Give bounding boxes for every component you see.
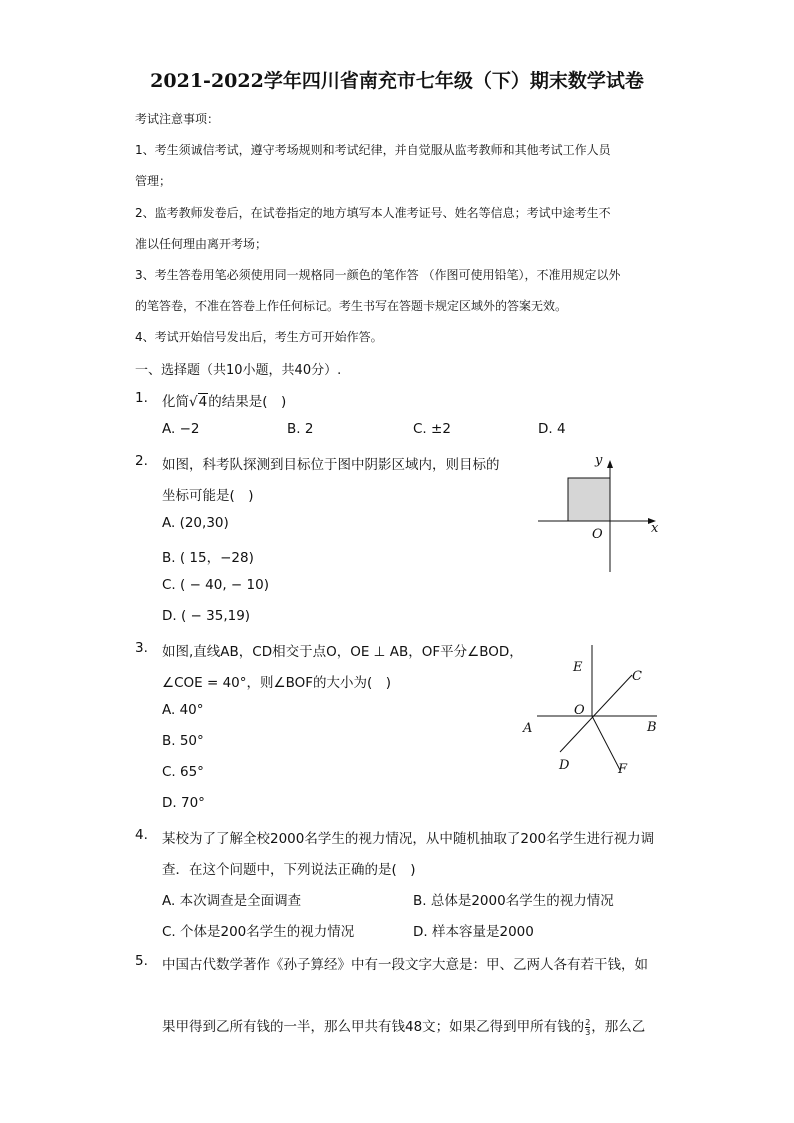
notice-heading: 考试注意事项： xyxy=(135,112,220,126)
q5-number: 5. xyxy=(135,953,148,969)
q5-fraction xyxy=(585,1018,590,1037)
ray-of xyxy=(592,716,620,770)
q4-option-a: A. 本次调查是全面调查 xyxy=(162,893,302,909)
notice-line: 2、监考教师发卷后，在试卷指定的地方填写本人准考证号、姓名等信息；考试中途考生不 xyxy=(135,206,611,220)
q4-option-c: C. 个体是200名学生的视力情况 xyxy=(162,924,355,940)
fraction-denominator: 3 xyxy=(585,1027,591,1037)
q2-stem-line1: 如图，科考队探测到目标位于图中阴影区域内，则目标的 xyxy=(162,457,500,473)
y-axis-label: y xyxy=(595,453,603,468)
q3-stem-line2: ∠COE = 40°，则∠BOF的大小为( ) xyxy=(162,675,392,691)
q4-option-b: B. 总体是2000名学生的视力情况 xyxy=(413,893,614,909)
q1-option-c: C. ±2 xyxy=(413,421,451,437)
label-o: O xyxy=(574,703,585,718)
q2-option-c: C. ( − 40, − 10) xyxy=(162,577,269,593)
fraction-numerator: 2 xyxy=(585,1017,591,1027)
q1-option-b: B. 2 xyxy=(287,421,314,437)
q1-option-a: A. −2 xyxy=(162,421,200,437)
notice-line: 的笔答卷，不准在答卷上作任何标记。考生书写在答题卡规定区域外的答案无效。 xyxy=(135,299,568,313)
q2-number: 2. xyxy=(135,453,148,469)
q2-option-b: B. ( 15，−28) xyxy=(162,550,254,566)
line-cd xyxy=(560,675,632,752)
q3-number: 3. xyxy=(135,640,148,656)
shaded-region xyxy=(568,478,610,521)
q4-option-d: D. 样本容量是2000 xyxy=(413,924,534,940)
q5-stem-line1: 中国古代数学著作《孙子算经》中有一段文字大意是：甲、乙两人各有若干钱，如 xyxy=(162,957,648,973)
q4-number: 4. xyxy=(135,827,148,843)
q3-option-a: A. 40° xyxy=(162,702,204,718)
q3-option-b: B. 50° xyxy=(162,733,204,749)
q2-stem-line2: 坐标可能是( ) xyxy=(162,488,254,504)
q2-option-a: A. (20,30) xyxy=(162,515,229,531)
q1-radicand: 4 xyxy=(198,394,208,410)
q5-text: 果甲得到乙所有钱的一半，那么甲共有钱48文；如果乙得到甲所有钱的 xyxy=(162,1019,585,1035)
q3-option-d: D. 70° xyxy=(162,795,205,811)
label-d: D xyxy=(559,758,570,773)
sqrt-icon: √ xyxy=(189,394,198,410)
q5-text: ，那么乙 xyxy=(591,1019,646,1035)
q4-stem-line1: 某校为了了解全校2000名学生的视力情况，从中随机抽取了200名学生进行视力调 xyxy=(162,831,655,847)
label-a: A xyxy=(523,721,533,736)
label-b: B xyxy=(647,720,657,735)
q2-coordinate-figure xyxy=(530,448,670,578)
q4-stem-line2: 查．在这个问题中，下列说法正确的是( ) xyxy=(162,862,416,878)
notice-line: 管理； xyxy=(135,174,172,188)
q3-option-c: C. 65° xyxy=(162,764,204,780)
q1-text: 化简 xyxy=(162,394,189,410)
notice-line: 准以任何理由离开考场； xyxy=(135,237,268,251)
section-heading: 一、选择题（共10小题，共40分）. xyxy=(135,363,342,378)
label-f: F xyxy=(618,762,628,777)
q1-number: 1. xyxy=(135,390,148,406)
label-c: C xyxy=(632,669,642,684)
q1-stem xyxy=(162,390,286,410)
notice-line: 1、考生须诚信考试，遵守考场规则和考试纪律，并自觉服从监考教师和其他考试工作人员 xyxy=(135,143,611,157)
origin-label: O xyxy=(592,527,603,542)
notice-line: 4、考试开始信号发出后，考生方可开始作答。 xyxy=(135,330,383,344)
q2-option-d: D. ( − 35,19) xyxy=(162,608,251,624)
q5-stem-line2 xyxy=(162,1015,645,1037)
q3-lines-figure xyxy=(515,640,665,780)
page-title: 2021-2022学年四川省南充市七年级（下）期末数学试卷 xyxy=(150,70,644,92)
x-axis-label: x xyxy=(651,521,659,536)
q1-option-d: D. 4 xyxy=(538,421,566,437)
q3-stem-line1: 如图,直线AB，CD相交于点O，OE ⊥ AB，OF平分∠BOD， xyxy=(162,644,523,660)
notice-line: 3、考生答卷用笔必须使用同一规格同一颜色的笔作答 （作图可使用铅笔），不准用规定以外 xyxy=(135,268,621,282)
q1-text: 的结果是( ) xyxy=(208,394,287,410)
y-axis-arrow-icon xyxy=(607,460,613,468)
label-e: E xyxy=(573,660,583,675)
